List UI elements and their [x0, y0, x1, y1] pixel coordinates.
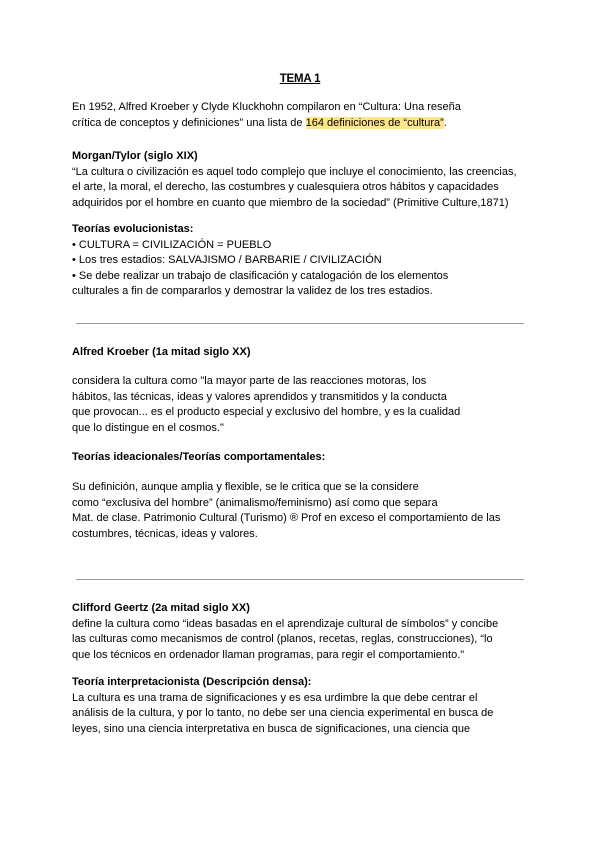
interpretacionista-line: análisis de la cultura, y por lo tanto, no debe ser una ciencia experimental en busca de — [72, 707, 494, 719]
morgan-line: el arte, la moral, el derecho, las costumbres y cualesquiera otros hábitos y capacidades — [72, 181, 499, 193]
section-heading-kroeber: Alfred Kroeber (1a mitad siglo XX) — [72, 346, 251, 358]
interpretacionista-section — [72, 675, 542, 737]
interpretacionista-line: leyes, sino una ciencia interpretativa en busca de significaciones, una ciencia que — [72, 722, 471, 735]
kroeber-line: considera la cultura como "la mayor parte de las reacciones motoras, los — [72, 375, 427, 387]
interpretacionista-line: La cultura es una trama de significaciones y es esa urdimbre la que debe centrar el — [72, 691, 478, 704]
page-title: TEMA 1 — [279, 73, 321, 85]
kroeber-line: que provocan... es el producto especial y exclusivo del hombre, y es la cualidad — [72, 406, 461, 418]
intro-line-1: En 1952, Alfred Kroeber y Clyde Kluckhohn compilaron en “Cultura: Una reseña — [72, 101, 461, 113]
ideacionales-line: como “exclusiva del hombre” (animalismo/feminismo) así como que separa — [72, 496, 438, 509]
bullet-item: • CULTURA = CIVILIZACIÓN = PUEBLO — [72, 238, 272, 251]
bullet-item: • Se debe realizar un trabajo de clasificación y catalogación de los elementos — [72, 269, 449, 282]
morgan-section — [72, 149, 542, 211]
highlighted-text: 164 definiciones de “cultura” — [305, 116, 444, 129]
intro-line-2-end: . — [443, 116, 447, 129]
section-divider — [76, 323, 524, 324]
kroeber-paragraph — [72, 374, 542, 436]
geertz-line: las culturas como mecanismos de control (planos, recetas, reglas, construcciones), “lo — [72, 633, 493, 645]
geertz-line: que los técnicos en ordenador llaman programas, para regir el comportamiento." — [72, 648, 465, 661]
kroeber-line: que lo distingue en el cosmos." — [72, 421, 224, 434]
bullet-item-continuation: culturales a fin de compararlos y demostrar la validez de los tres estadios. — [72, 285, 433, 297]
evolucionistas-section — [72, 222, 542, 300]
morgan-line: adquiridos por el hombre en cuanto que miembro de la sociedad” (Primitive Culture,1871) — [72, 196, 509, 209]
morgan-line: “La cultura o civilización es aquel todo complejo que incluye el conocimiento, las creencias, — [72, 165, 517, 178]
section-heading-evolucionistas: Teorías evolucionistas: — [72, 223, 194, 235]
intro-line-2-text: crítica de conceptos y definiciones” una lista de — [72, 116, 306, 129]
kroeber-line: hábitos, las técnicas, ideas y valores aprendidos y transmitidos y la conducta — [72, 390, 447, 403]
ideacionales-line: Mat. de clase. Patrimonio Cultural (Turismo) ® Prof en exceso el comportamiento de las — [72, 512, 501, 524]
kroeber-heading-block — [72, 345, 542, 361]
ideacionales-paragraph — [72, 480, 542, 542]
bullet-item: • Los tres estadios: SALVAJISMO / BARBARIE / CIVILIZACIÓN — [72, 254, 382, 266]
section-heading-geertz: Clifford Geertz (2a mitad siglo XX) — [72, 602, 250, 614]
section-divider — [76, 579, 524, 580]
intro-line-2 — [72, 116, 542, 132]
ideacionales-heading-block — [72, 450, 542, 466]
intro-paragraph — [72, 100, 542, 131]
section-heading-morgan: Morgan/Tylor (siglo XIX) — [72, 150, 198, 162]
ideacionales-line: costumbres, técnicas, ideas y valores. — [72, 527, 258, 540]
geertz-line: define la cultura como “ideas basadas en el aprendizaje cultural de símbolos” y concibe — [72, 617, 499, 630]
ideacionales-line: Su definición, aunque amplia y flexible, se le critica que se la considere — [72, 481, 419, 493]
geertz-section — [72, 601, 542, 663]
section-heading-ideacionales: Teorías ideacionales/Teorías comportamentales: — [72, 451, 326, 463]
section-heading-interpretacionista: Teoría interpretacionista (Descripción densa): — [72, 676, 312, 688]
